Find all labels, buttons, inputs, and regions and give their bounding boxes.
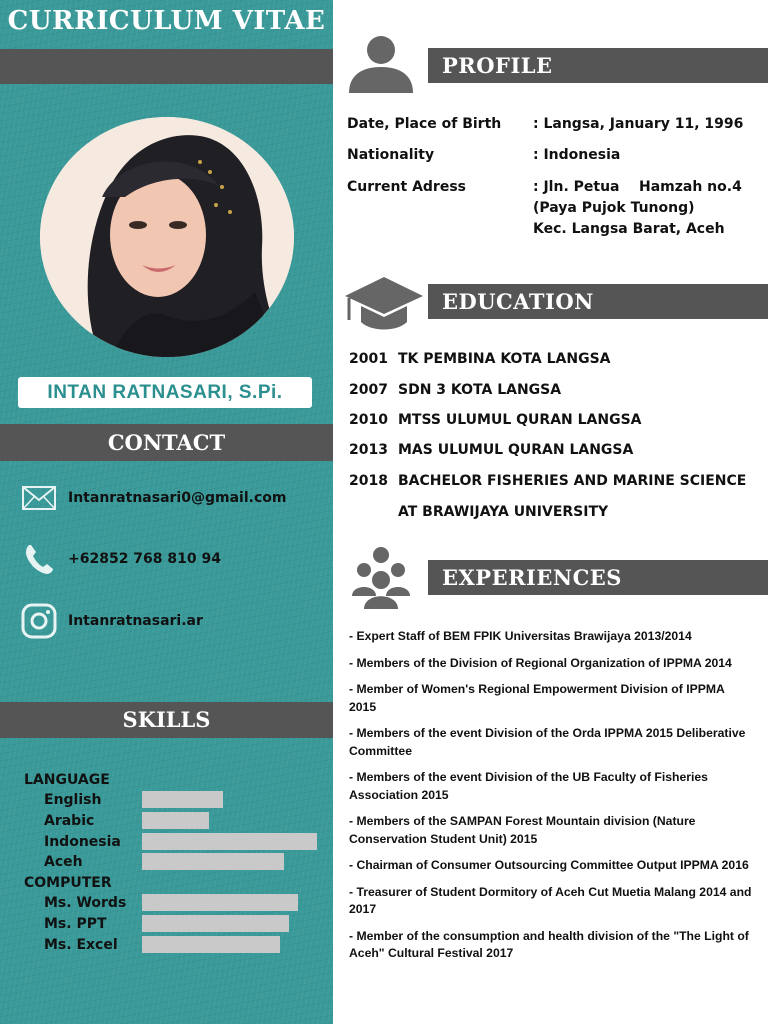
experience-item: - Expert Staff of BEM FPIK Universitas Brawijaya 2013/2014	[349, 629, 692, 643]
computer-category: COMPUTER	[24, 875, 112, 892]
education-item	[349, 412, 642, 428]
graduation-cap-icon	[343, 274, 425, 338]
skill-label: Indonesia	[44, 833, 121, 850]
education-item	[349, 473, 746, 489]
education-item	[349, 382, 561, 398]
experiences-heading: EXPERIENCES	[442, 565, 622, 590]
profile-value: : Langsa, January 11, 1996	[533, 116, 744, 132]
title-divider-bar	[0, 49, 333, 84]
education-school: MTSS ULUMUL QURAN LANGSA	[398, 412, 642, 428]
experience-item: - Members of the SAMPAN Forest Mountain division (Nature Conservation Student Unit) 2015	[349, 814, 696, 846]
education-heading-bar	[428, 284, 768, 319]
skill-level-bar	[142, 853, 284, 870]
skill-level-bar	[142, 894, 298, 911]
contact-heading: CONTACT	[107, 430, 226, 455]
portrait-illustration	[40, 117, 294, 357]
skill-level-bar	[142, 936, 280, 953]
profile-photo	[40, 117, 294, 357]
skill-label: Arabic	[44, 812, 95, 829]
profile-key: Current Adress	[347, 179, 466, 195]
phone-text: +62852 768 810 94	[68, 551, 221, 567]
skill-label: Ms. PPT	[44, 915, 107, 932]
skill-level-bar	[142, 915, 289, 932]
skill-level-bar	[142, 833, 317, 850]
education-continuation: AT BRAWIJAYA UNIVERSITY	[398, 504, 609, 520]
name-box	[18, 377, 312, 408]
skills-heading-bar	[0, 702, 333, 738]
envelope-icon	[20, 479, 58, 517]
education-item	[349, 442, 633, 458]
profile-value: (Paya Pujok Tunong)	[533, 200, 695, 216]
skill-level-bar	[142, 791, 223, 808]
skill-row	[24, 935, 324, 956]
education-school: BACHELOR FISHERIES AND MARINE SCIENCE	[398, 473, 747, 489]
profile-key: Nationality	[347, 147, 435, 163]
contact-phone[interactable]	[20, 539, 221, 579]
education-year: 2018	[349, 473, 388, 489]
skills-list	[24, 770, 324, 956]
contact-instagram[interactable]	[20, 601, 203, 641]
experience-item: - Chairman of Consumer Outsourcing Committee Output IPPMA 2016	[349, 858, 749, 872]
skill-level-bar	[142, 812, 209, 829]
education-year: 2001	[349, 351, 388, 367]
experience-item: - Treasurer of Student Dormitory of Aceh Cut Muetia Malang 2014 and 2017	[349, 884, 752, 916]
email-text: Intanratnasari0@gmail.com	[68, 490, 287, 506]
skill-label: English	[44, 792, 102, 808]
cv-title: CURRICULUM VITAE	[7, 6, 326, 36]
person-icon	[346, 33, 416, 99]
profile-heading-bar	[428, 48, 768, 83]
skill-label: Ms. Words	[44, 895, 127, 912]
skill-row	[24, 852, 324, 873]
education-item	[349, 351, 611, 367]
contact-heading-bar	[0, 424, 333, 461]
education-school: MAS ULUMUL QURAN LANGSA	[398, 442, 634, 458]
group-icon	[350, 546, 412, 614]
instagram-icon	[20, 602, 58, 640]
instagram-text: Intanratnasari.ar	[68, 613, 203, 629]
education-school: TK PEMBINA KOTA LANGSA	[398, 351, 611, 367]
education-year: 2010	[349, 412, 388, 428]
language-category: LANGUAGE	[24, 772, 110, 788]
skill-row	[24, 811, 324, 832]
education-year: 2007	[349, 382, 388, 398]
experience-item: - Member of Women's Regional Empowerment Division of IPPMA 2015	[349, 682, 725, 714]
skill-row	[24, 914, 324, 935]
profile-heading: PROFILE	[442, 53, 553, 78]
profile-value: : Indonesia	[533, 147, 621, 163]
profile-key: Date, Place of Birth	[347, 116, 502, 132]
skill-row	[24, 832, 324, 853]
skill-row	[24, 893, 324, 914]
skill-row	[24, 790, 324, 811]
skills-heading: SKILLS	[122, 707, 211, 732]
contact-email[interactable]	[20, 478, 286, 518]
experience-item: - Members of the event Division of the UB Faculty of Fisheries Association 2015	[349, 770, 708, 802]
full-name: INTAN RATNASARI, S.Pi.	[47, 381, 283, 403]
skill-label: Aceh	[44, 854, 83, 871]
education-heading: EDUCATION	[442, 289, 594, 314]
left-column	[0, 0, 333, 1024]
profile-value: : Jln. Petua Hamzah no.4	[533, 179, 742, 195]
experience-item: - Members of the event Division of the Orda IPPMA 2015 Deliberative Committee	[349, 726, 746, 758]
experiences-heading-bar	[428, 560, 768, 595]
experience-item: - Members of the Division of Regional Organization of IPPMA 2014	[349, 655, 732, 670]
experiences-list	[349, 628, 754, 972]
profile-value: Kec. Langsa Barat, Aceh	[533, 221, 725, 237]
phone-icon	[20, 540, 58, 578]
education-school: SDN 3 KOTA LANGSA	[398, 382, 562, 398]
education-year: 2013	[349, 442, 388, 458]
experience-item: - Member of the consumption and health division of the "The Light of Aceh" Cultural Festival 2017	[349, 928, 749, 960]
skill-label: Ms. Excel	[44, 936, 118, 953]
